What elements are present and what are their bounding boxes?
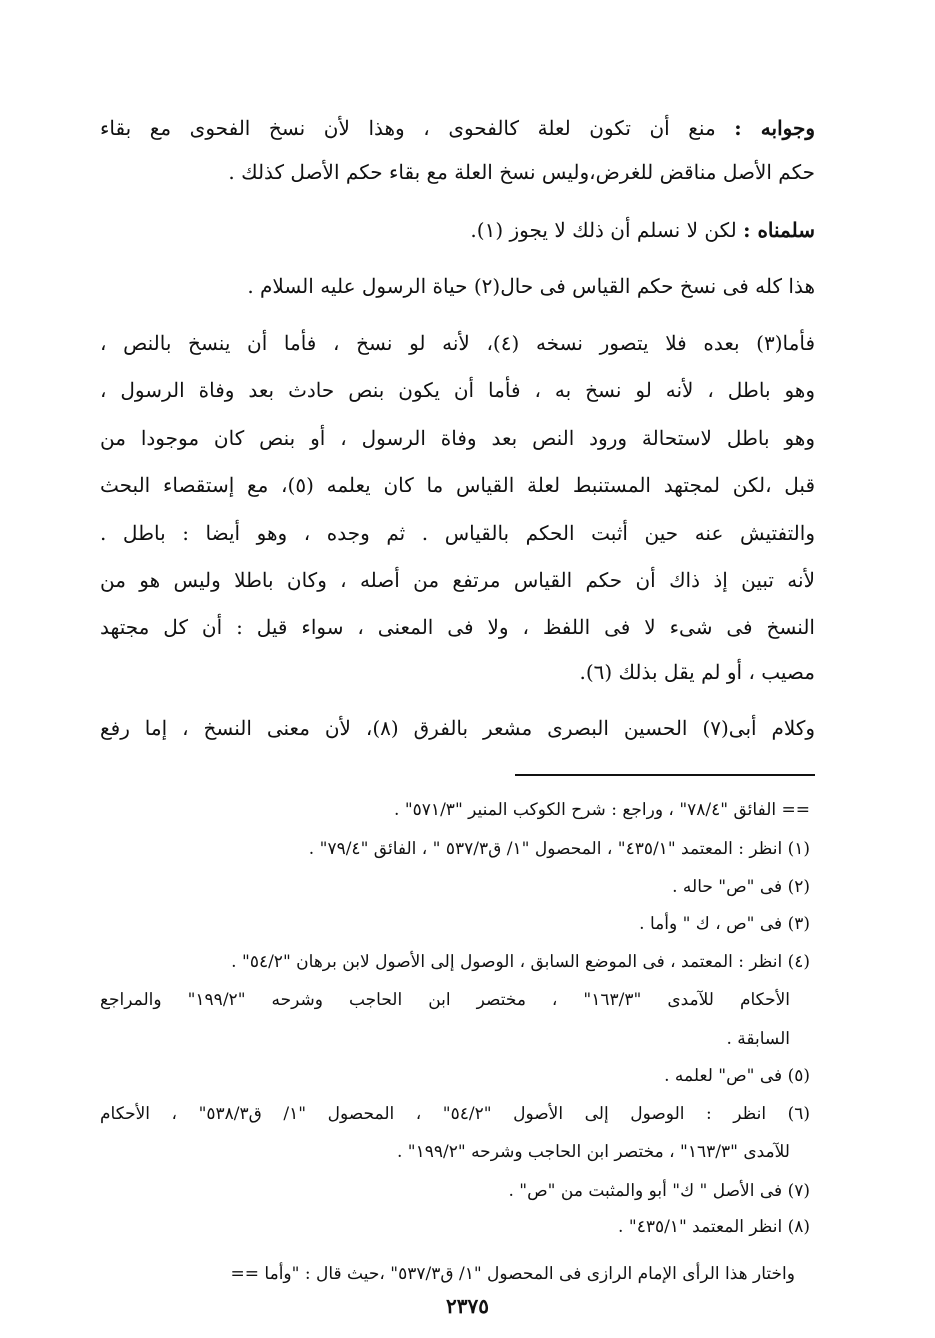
body-line: وهو باطل ، لأنه لو نسخ به ، فأما أن يكون بنص حادث بعد وفاة الرسول ، bbox=[100, 378, 815, 402]
footnote-line: واختار هذا الرأى الإمام الرازى فى المحصول "١/ ق٥٣٧/٣" ،حيث قال : "وأما == bbox=[230, 1264, 795, 1284]
body-line: لأنه تبين إذ ذاك أن حكم القياس مرتفع من أصله ، وكان باطلا وليس هو من bbox=[100, 568, 815, 592]
footnote-line: (٧) فى الأصل " ك" أبو والمثبت من "ص" . bbox=[508, 1181, 810, 1201]
body-line: مصيب ، أو لم يقل بذلك (٦). bbox=[579, 660, 815, 684]
footnote-line: (٢) فى "ص" حاله . bbox=[672, 877, 810, 897]
footnote-line: السابقة . bbox=[726, 1029, 790, 1049]
footnote-divider bbox=[515, 774, 815, 776]
body-line: وهو باطل لاستحالة ورود النص بعد وفاة الرسول ، أو بنص كان موجودا من bbox=[100, 426, 815, 450]
body-line: حكم الأصل مناقض للغرض،وليس نسخ العلة مع بقاء حكم الأصل كذلك . bbox=[228, 160, 815, 184]
body-line: وكلام أبى(٧) الحسين البصرى مشعر بالفرق (٨)، لأن معنى النسخ ، إما رفع bbox=[100, 716, 815, 740]
body-line: سلمناه : لكن لا نسلم أن ذلك لا يجوز (١). bbox=[470, 218, 815, 242]
page-number: ٢٣٧٥ bbox=[446, 1294, 489, 1318]
footnote-line: (١) انظر : المعتمد "٤٣٥/١" ، المحصول "١/ ق٥٣٧/٣ " ، الفائق "٧٩/٤" . bbox=[308, 839, 810, 859]
body-line: وجوابه : منع أن تكون لعلة كالفحوى ، وهذا لأن نسخ الفحوى مع بقاء bbox=[100, 116, 815, 140]
footnote-line: (٥) فى "ص" لعلمه . bbox=[664, 1066, 810, 1086]
footnote-line: للآمدى "١٦٣/٣" ، مختصر ابن الحاجب وشرحه "١٩٩/٢" . bbox=[396, 1142, 790, 1162]
footnote-line: الأحكام للآمدى "١٦٣/٣" ، مختصر ابن الحاجب وشرحه "١٩٩/٢" والمراجع bbox=[100, 990, 790, 1010]
body-line: والتفتيش عنه حين أثبت الحكم بالقياس . ثم وجده ، وهو أيضا : باطل . bbox=[100, 521, 815, 545]
footnote-line: (٨) انظر المعتمد "٤٣٥/١" . bbox=[618, 1217, 810, 1237]
body-line: فأما(٣) بعده فلا يتصور نسخه (٤)، لأنه لو نسخ ، فأما أن ينسخ بالنص ، bbox=[100, 331, 815, 355]
footnote-line: (٣) فى "ص ، ك " وأما . bbox=[639, 914, 810, 934]
body-line: هذا كله فى نسخ حكم القياس فى حال(٢) حياة الرسول عليه السلام . bbox=[247, 274, 815, 298]
body-line: النسخ فى شىء لا فى اللفظ ، ولا فى المعنى ، سواء قيل : أن كل مجتهد bbox=[100, 615, 815, 639]
body-line: قبل ،لكن لمجتهد المستنبط لعلة القياس ما كان يعلمه (٥)، مع إستقصاء البحث bbox=[100, 473, 815, 497]
footnote-line: (٦) انظر : الوصول إلى الأصول "٥٤/٢" ، المحصول "١/ ق٥٣٨/٣" ، الأحكام bbox=[100, 1104, 810, 1124]
footnote-line: (٤) انظر : المعتمد ، فى الموضع السابق ، الوصول إلى الأصول لابن برهان "٥٤/٢" . bbox=[231, 952, 810, 972]
footnote-line: == الفائق "٧٨/٤" ، وراجع : شرح الكوكب المنير "٥٧١/٣" . bbox=[394, 800, 810, 820]
